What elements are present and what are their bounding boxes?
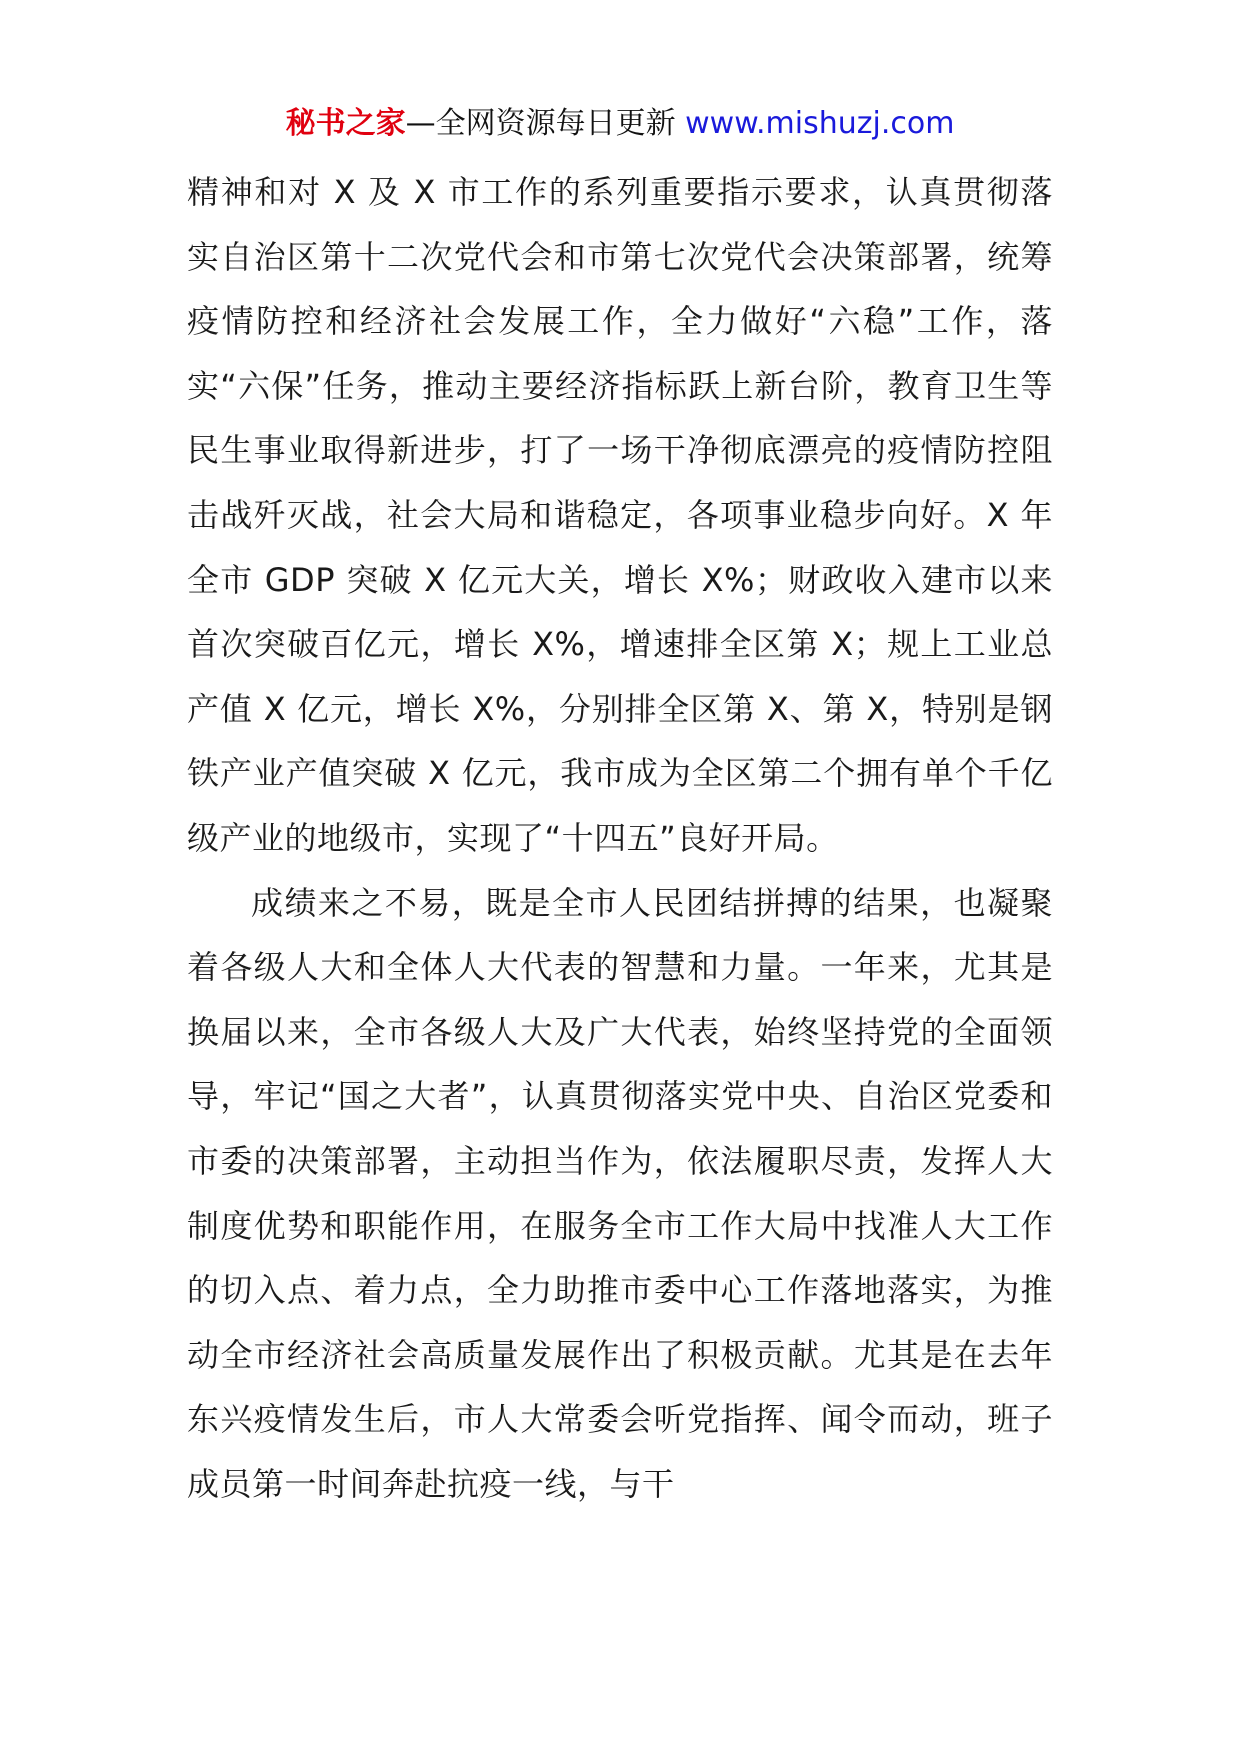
page-header (0, 104, 1240, 144)
paragraph-1: 精神和对 X 及 X 市工作的系列重要指示要求，认真贯彻落实自治区第十二次党代会和市第七次党代会决策部署，统筹疫情防控和经济社会发展工作，全力做好“六稳”工作，落实“六保”任务，推动主要经济指标跃上新台阶，教育卫生等民生事业取得新进步，打了一场干净彻底漂亮的疫情防控阻击战歼灭战，社会大局和谐稳定，各项事业稳步向好。X 年全市 GDP 突破 X 亿元大关，增长 X%；财政收入建市以来首次突破百亿元，增长 X%，增速排全区第 X；规上工业总产值 X 亿元，增长 X%，分别排全区第 X、第 X，特别是钢铁产业产值突破 X 亿元，我市成为全区第二个拥有单个千亿级产业的地级市，实现了“十四五”良好开局。 (187, 173, 1053, 857)
document-body (187, 160, 1053, 1516)
site-brand: 秘书之家 (285, 106, 406, 141)
site-slogan: —全网资源每日更新 (405, 106, 686, 141)
site-url-link[interactable]: www.mishuzj.com (685, 106, 955, 141)
paragraph-2: 成绩来之不易，既是全市人民团结拼搏的结果，也凝聚着各级人大和全体人大代表的智慧和力量。一年来，尤其是换届以来，全市各级人大及广大代表，始终坚持党的全面领导，牢记“国之大者”，认真贯彻落实党中央、自治区党委和市委的决策部署，主动担当作为，依法履职尽责，发挥人大制度优势和职能作用，在服务全市工作大局中找准人大工作的切入点、着力点，全力助推市委中心工作落地落实，为推动全市经济社会高质量发展作出了积极贡献。尤其是在去年东兴疫情发生后，市人大常委会听党指挥、闻令而动，班子成员第一时间奔赴抗疫一线，与干 (187, 883, 1053, 1503)
